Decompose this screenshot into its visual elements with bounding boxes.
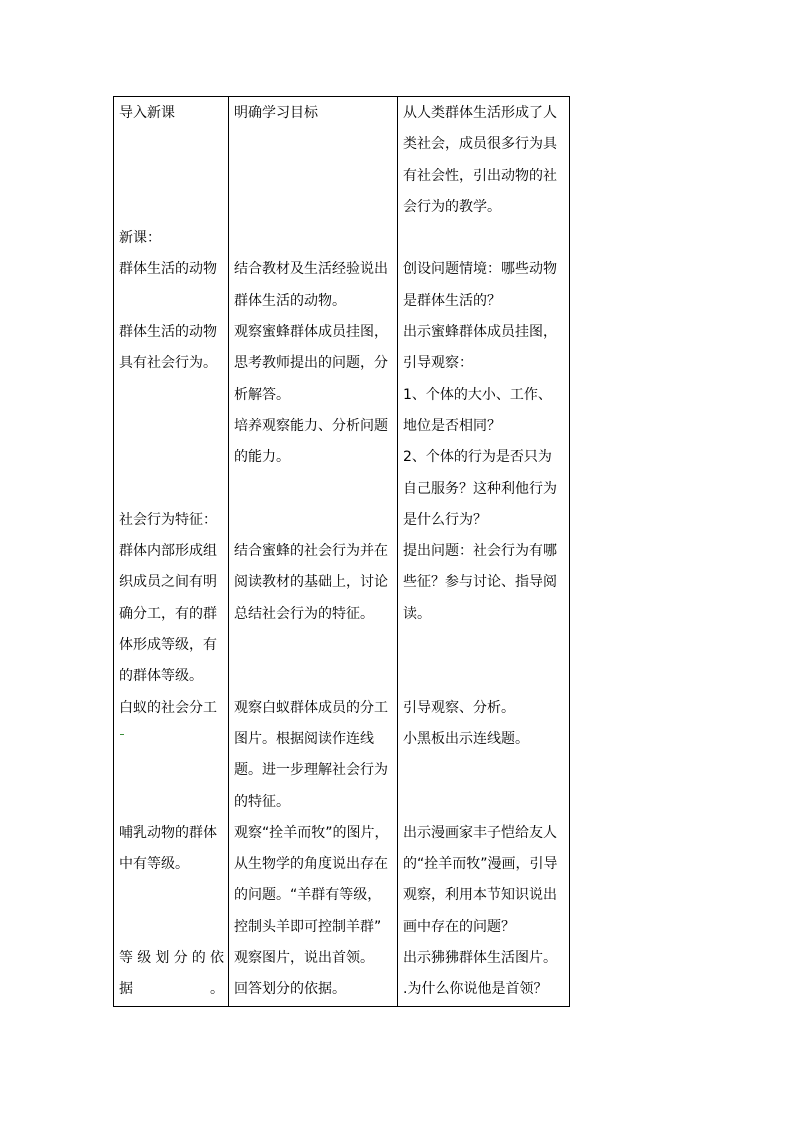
guide-text: 引导观察、分析。 [403, 699, 515, 716]
intro-label: 导入新课 [119, 105, 175, 121]
intro-text: 从人类群体生活形成了人类社会，成员很多行为具有社会性，引出动物的社会行为的教学。 [403, 105, 557, 215]
mammal-rank-label: 哺乳动物的群体中有等级。 [119, 824, 217, 873]
textbook-text: 结合教材及生活经验说出群体生活的动物。 [234, 261, 388, 309]
social-behavior-label: 群体生活的动物具有社会行为。 [119, 324, 217, 372]
tick-mark [119, 724, 224, 755]
baboon-text: 出示狒狒群体生活图片。 [403, 950, 557, 967]
new-lesson-label: 新课： [119, 230, 161, 247]
leader-picture-text: 观察图片，说出首领。 [234, 950, 374, 967]
sheep-picture-text: 观察“拴羊而牧”的图片，从生物学的角度说出存在的问题。“羊群有等级，控制头羊即可控制羊群” [234, 824, 389, 935]
situation-text: 创设问题情境：哪些动物是群体生活的？ [403, 261, 557, 309]
table-row [114, 97, 570, 1007]
why-leader-text: .为什么你说他是首领？ [403, 981, 548, 998]
termite-label: 白蚁的社会分工 [119, 699, 217, 716]
lesson-plan-table [113, 96, 570, 1007]
discuss-text: 结合蜜蜂的社会行为并在阅读教材的基础上，讨论总结社会行为的特征。 [234, 543, 388, 622]
teacher-activity-column [398, 97, 570, 1007]
blackboard-text: 小黑板出示连线题。 [403, 730, 529, 747]
features-text: 群体内部形成组织成员之间有明确分工，有的群体形成等级，有的群体等级。 [119, 543, 217, 685]
answer-basis-text: 回答划分的依据。 [234, 981, 346, 998]
ability-text: 培养观察能力、分析问题的能力。 [234, 417, 388, 466]
cartoon-text: 出示漫画家丰子恺给友人的“拴羊而牧”漫画，引导观察，利用本节知识说出画中存在的问题？ [403, 824, 558, 935]
show-bee-text: 出示蜜蜂群体成员挂图，引导观察： [403, 324, 557, 372]
goal-label: 明确学习目标 [234, 105, 318, 121]
rank-basis-label: 等级划分的依据。 [119, 950, 224, 998]
question-features-text: 提出问题：社会行为有哪些征？参与讨论、指导阅读。 [403, 543, 557, 622]
content-column [114, 97, 229, 1007]
observe-bee-text: 观察蜜蜂群体成员挂图，思考教师提出的问题，分析解答。 [234, 324, 388, 403]
student-activity-column [229, 97, 398, 1007]
question-2: 2、个体的行为是否只为自己服务？这种利他行为是什么行为？ [403, 449, 557, 528]
termite-picture-text: 观察白蚁群体成员的分工图片。根据阅读作连线题。进一步理解社会行为的特征。 [234, 699, 388, 810]
question-1: 1、个体的大小、工作、地位是否相同？ [403, 386, 552, 434]
group-animals-label: 群体生活的动物 [119, 261, 217, 278]
features-heading: 社会行为特征： [119, 511, 217, 528]
